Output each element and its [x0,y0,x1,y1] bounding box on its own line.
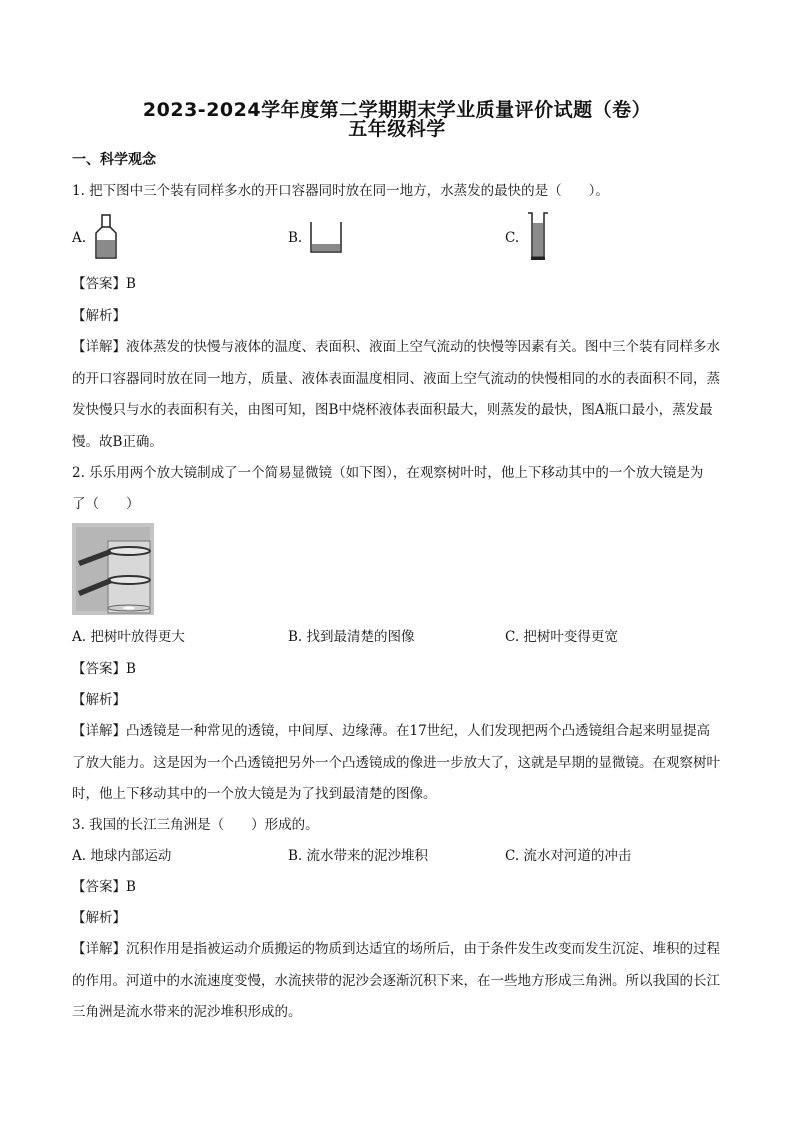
q1-detail: 【详解】液体蒸发的快慢与液体的温度、表面积、液面上空气流动的快慢等因素有关。图中三个装有同样多水的开口容器同时放在同一地方，质量、液体表面温度相同、液面上空气流动的快慢相同的水的表面积不同，蒸发快慢只与水的表面积有关，由图可知，图B中烧杯液体表面积最大，则蒸发的最快，图A瓶口最小，蒸发最慢。故B正确。 [72,339,720,450]
exam-subtitle: 五年级科学 [348,118,446,140]
q2-detail: 【详解】凸透镜是一种常见的透镜，中间厚、边缘薄。在17世纪，人们发现把两个凸透镜组合起来明显提高了放大能力。这是因为一个凸透镜把另外一个凸透镜成的像进一步放大了，这就是早期的显微镜。在观察树叶时，他上下移动其中的一个放大镜是为了找到最清楚的图像。 [72,723,720,802]
q2-option-b: B. 找到最清楚的图像 [288,629,415,645]
q2-answer: 【答案】B [72,661,136,677]
q3-detail: 【详解】沉积作用是指被运动介质搬运的物质到达适宜的场所后，由于条件发生改变而发生沉淀、堆积的过程的作用。河道中的水流速度变慢，水流挟带的泥沙会逐渐沉积下来，在一些地方形成三角洲。所以我国的长江三角洲是流水带来的泥沙堆积形成的。 [72,941,720,1020]
q1-option-b: B. [288,230,303,246]
q1-option-c: C. [505,230,520,246]
q3-option-c: C. 流水对河道的冲击 [505,848,632,864]
bottle-icon [94,214,118,260]
q3-analysis-label: 【解析】 [72,910,126,926]
exam-title: 2023-2024学年度第二学期期末学业质量评价试题（卷） [142,99,652,121]
section-heading: 一、科学观念 [72,152,156,168]
q2-stem-line2: 了（ ） [72,496,140,512]
q3-stem: 3. 我国的长江三角洲是（ ）形成的。 [72,817,319,833]
q2-option-c: C. 把树叶变得更宽 [505,629,618,645]
q1-stem: 1. 把下图中三个装有同样多水的开口容器同时放在同一地方，水蒸发的最快的是（ ）。 [72,183,609,199]
q1-analysis-label: 【解析】 [72,308,126,324]
q2-analysis-label: 【解析】 [72,692,126,708]
q3-option-a: A. 地球内部运动 [72,848,172,864]
q3-answer: 【答案】B [72,879,136,895]
q2-option-a: A. 把树叶放得更大 [72,629,185,645]
beaker-icon [309,220,343,254]
q3-option-b: B. 流水带来的泥沙堆积 [288,848,429,864]
q2-stem-line1: 2. 乐乐用两个放大镜制成了一个简易显微镜（如下图），在观察树叶时，他上下移动其中的一个放大镜是为 [72,465,704,481]
simple-microscope-photo [72,523,154,615]
graduated-cylinder-icon [527,211,549,261]
q1-option-a: A. [72,230,87,246]
q1-answer: 【答案】B [72,276,136,292]
